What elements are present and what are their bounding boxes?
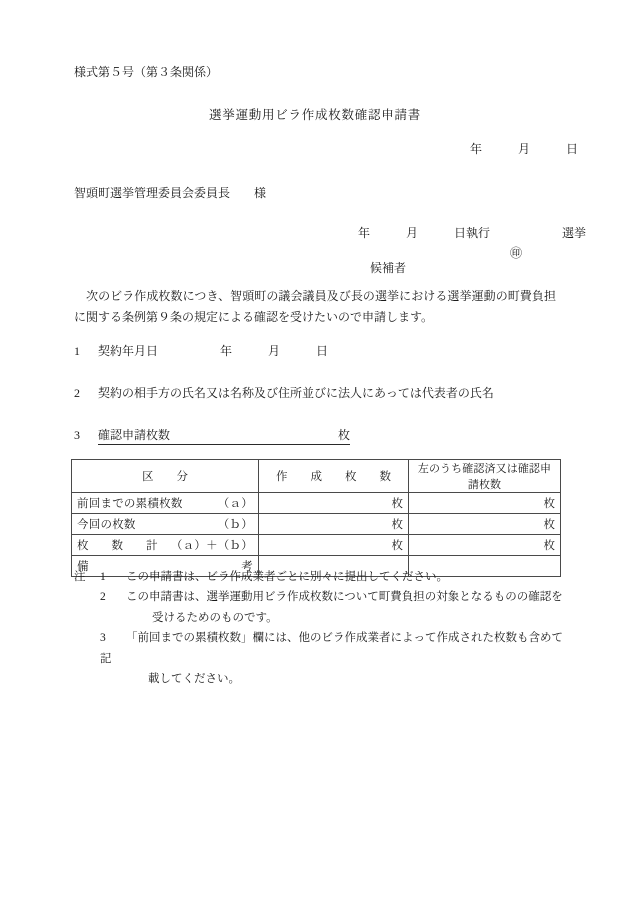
row-label-text: 備	[77, 561, 89, 573]
notes-section	[74, 567, 564, 690]
row-label-tag: （ａ）	[217, 498, 253, 510]
cell-made-count[interactable]	[259, 535, 409, 556]
row-label-total	[72, 535, 259, 556]
note-text: この申請書は、選挙運動用ビラ作成枚数について町費負担の対象となるものの確認を	[126, 591, 563, 604]
cell-unit: 枚	[391, 498, 403, 510]
column-header-made-count: 作 成 枚 数	[259, 460, 409, 493]
column-header-confirmed-count: 左のうち確認済又は確認申請枚数	[409, 460, 561, 493]
note-text-continued: 受けるためのものです。	[152, 611, 278, 624]
item-label: 契約年月日	[98, 344, 159, 358]
item-counterparty-name	[74, 384, 494, 401]
item-number: 1	[74, 344, 80, 358]
note-item	[74, 628, 564, 689]
item-value: 年 月 日	[220, 344, 329, 358]
seal-icon: ㊞	[510, 246, 523, 260]
row-label-text: 前回までの累積枚数	[77, 498, 183, 510]
row-label-current	[72, 514, 259, 535]
table-row	[72, 514, 561, 535]
row-label-cumulative	[72, 493, 259, 514]
column-header-division: 区 分	[72, 460, 259, 493]
row-label-tag: （ｂ）	[217, 519, 253, 531]
note-text: この申請書は、ビラ作成業者ごとに別々に提出してください。	[126, 571, 448, 583]
note-text-continued: 載してください。	[148, 673, 240, 686]
item-number: 3	[74, 428, 80, 442]
addressee: 智頭町選挙管理委員会委員長 様	[74, 186, 267, 200]
page-title: 選挙運動用ビラ作成枚数確認申請書	[208, 108, 421, 122]
item-requested-count	[74, 426, 350, 445]
item-label: 確認申請枚数	[98, 428, 171, 442]
cell-confirmed-count[interactable]	[409, 514, 561, 535]
cell-confirmed-count[interactable]	[409, 493, 561, 514]
table-row	[72, 493, 561, 514]
cell-confirmed-count[interactable]	[409, 535, 561, 556]
body-paragraph: 次のビラ作成枚数につき、智頭町の議会議員及び長の選挙における選挙運動の町費負担に関する条例第９条の規定による確認を受けたいので申請します。	[74, 289, 556, 324]
row-label-text: 今回の枚数	[77, 519, 136, 531]
item-contract-date	[74, 342, 328, 359]
note-item	[74, 587, 564, 628]
count-table	[71, 459, 561, 577]
cell-made-count[interactable]	[259, 493, 409, 514]
note-number: 2	[100, 591, 106, 604]
election-date-line: 年 月 日執行 選挙	[358, 226, 587, 240]
note-item	[74, 567, 564, 587]
item-label: 契約の相手方の氏名又は名称及び住所並びに法人にあっては代表者の氏名	[98, 386, 494, 400]
cell-unit: 枚	[391, 519, 403, 531]
candidate-label: 候補者	[370, 261, 407, 275]
note-text: 「前回までの累積枚数」欄には、他のビラ作成業者によって作成された枚数も含めて記	[100, 632, 563, 665]
note-number: 3	[100, 632, 106, 645]
note-number: 1	[100, 571, 106, 583]
cell-unit: 枚	[543, 540, 555, 552]
document-date-line: 年 月 日	[470, 142, 579, 156]
cell-unit: 枚	[543, 498, 555, 510]
cell-unit: 枚	[543, 519, 555, 531]
item-unit: 枚	[338, 428, 351, 442]
row-label-text: 枚 数 計	[77, 540, 164, 552]
item-number: 2	[74, 386, 80, 400]
form-number: 様式第５号（第３条関係）	[74, 65, 219, 79]
cell-made-count[interactable]	[259, 514, 409, 535]
row-label-tag: 考	[241, 561, 253, 573]
row-label-tag: （ａ）＋（ｂ）	[170, 540, 253, 552]
cell-unit: 枚	[391, 540, 403, 552]
notes-label: 注	[74, 571, 86, 583]
table-header-row	[72, 460, 561, 493]
table-row	[72, 535, 561, 556]
